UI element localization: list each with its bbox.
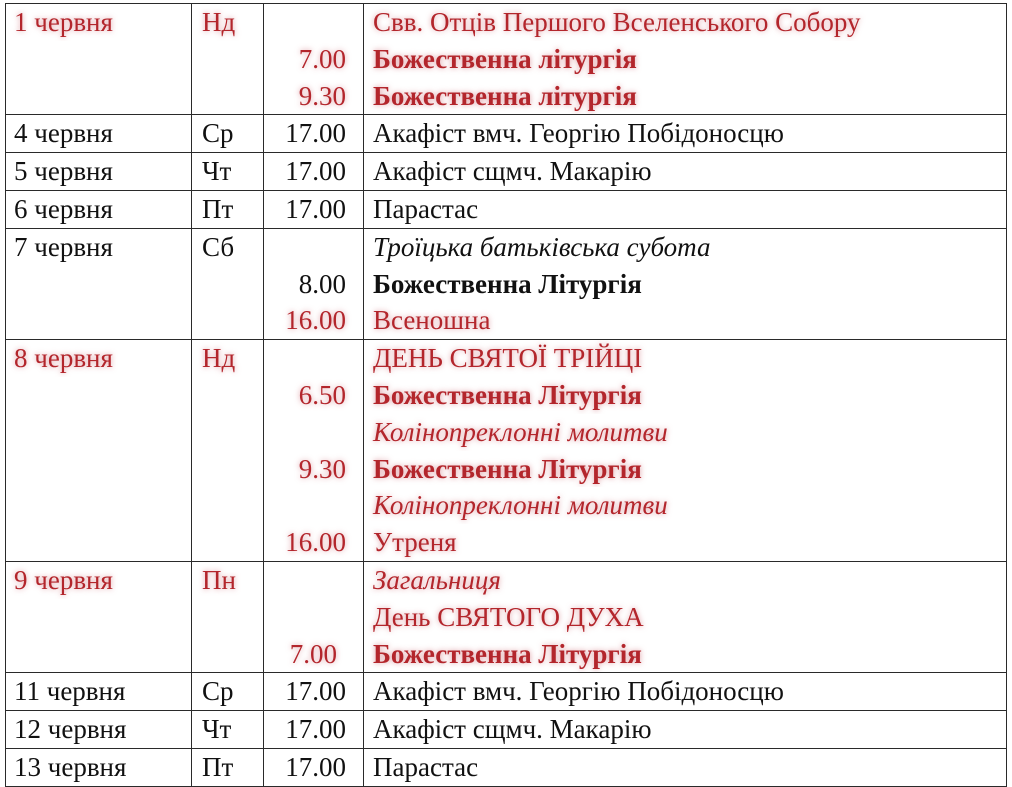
date-label: 13 червня xyxy=(14,751,127,782)
date-label: 11 червня xyxy=(14,676,126,707)
service-name: Всеношна xyxy=(373,305,491,336)
schedule-row xyxy=(6,190,1007,228)
time-cell xyxy=(264,190,364,228)
service-cell xyxy=(364,673,1007,711)
time-cell xyxy=(264,4,364,115)
date-cell xyxy=(6,340,192,562)
service-time xyxy=(264,599,363,636)
service-time: 8.00 xyxy=(298,268,346,299)
weekday-label: Нд xyxy=(202,7,236,37)
weekday-cell xyxy=(192,561,264,672)
date-label: 8 червня xyxy=(14,343,113,374)
date-label: 9 червня xyxy=(14,564,113,595)
service-name: Троїцька батьківська субота xyxy=(373,231,711,262)
service-name: ДЕНЬ СВЯТОЇ ТРІЙЦІ xyxy=(373,343,643,374)
date-cell xyxy=(6,673,192,711)
service-time xyxy=(264,562,363,599)
service-name: Божественна Літургія xyxy=(373,268,642,299)
weekday-cell xyxy=(192,4,264,115)
service-time xyxy=(264,229,363,266)
schedule-row xyxy=(6,340,1007,562)
schedule-row xyxy=(6,228,1007,339)
service-name: Свв. Отців Першого Вселенського Собору xyxy=(373,7,861,37)
service-name: Акафіст вмч. Георгію Побідоносцю xyxy=(373,118,784,149)
service-time: 17.00 xyxy=(285,193,346,224)
service-time: 6.50 xyxy=(298,379,346,410)
service-cell xyxy=(364,561,1007,672)
schedule-row xyxy=(6,4,1007,115)
service-time xyxy=(264,487,363,524)
service-time xyxy=(264,340,363,377)
weekday-label: Пт xyxy=(202,193,234,224)
weekday-label: Пт xyxy=(202,751,234,782)
weekday-cell xyxy=(192,153,264,191)
schedule-body xyxy=(6,4,1007,787)
service-name: Божественна Літургія xyxy=(373,379,642,410)
service-cell xyxy=(364,115,1007,153)
service-time: 17.00 xyxy=(285,156,346,187)
weekday-cell xyxy=(192,340,264,562)
time-cell xyxy=(264,153,364,191)
weekday-cell xyxy=(192,228,264,339)
weekday-label: Чт xyxy=(202,156,232,187)
service-name: Божественна Літургія xyxy=(373,638,642,669)
schedule-row xyxy=(6,561,1007,672)
service-name: Колінопреклонні молитви xyxy=(373,416,668,447)
service-time: 16.00 xyxy=(285,527,346,558)
service-cell xyxy=(364,4,1007,115)
service-name: Божественна Літургія xyxy=(373,453,642,484)
time-cell xyxy=(264,228,364,339)
date-label: 5 червня xyxy=(14,156,113,187)
service-name: Божественна літургія xyxy=(373,80,637,111)
service-time: 17.00 xyxy=(285,676,346,707)
schedule-row xyxy=(6,673,1007,711)
service-cell xyxy=(364,711,1007,749)
weekday-cell xyxy=(192,673,264,711)
date-label: 12 червня xyxy=(14,714,127,745)
weekday-label: Пн xyxy=(202,564,236,595)
date-cell xyxy=(6,4,192,115)
weekday-cell xyxy=(192,115,264,153)
service-name: Загальниця xyxy=(373,564,501,595)
weekday-label: Ср xyxy=(202,118,234,149)
service-cell xyxy=(364,340,1007,562)
service-name: Парастас xyxy=(373,751,479,782)
time-cell xyxy=(264,561,364,672)
schedule-row xyxy=(6,153,1007,191)
date-cell xyxy=(6,711,192,749)
service-name: Акафіст сщмч. Макарію xyxy=(373,714,652,745)
service-time xyxy=(264,414,363,451)
date-label: 6 червня xyxy=(14,193,113,224)
time-cell xyxy=(264,115,364,153)
time-cell xyxy=(264,711,364,749)
weekday-label: Сб xyxy=(202,231,235,262)
service-time: 9.30 xyxy=(298,453,346,484)
service-cell xyxy=(364,228,1007,339)
service-time: 16.00 xyxy=(285,305,346,336)
date-cell xyxy=(6,561,192,672)
time-cell xyxy=(264,340,364,562)
service-name: Божественна літургія xyxy=(373,43,637,74)
time-cell xyxy=(264,673,364,711)
date-cell xyxy=(6,115,192,153)
service-name: День СВЯТОГО ДУХА xyxy=(373,601,644,632)
service-time: 7.00 xyxy=(298,43,346,74)
weekday-label: Ср xyxy=(202,676,234,707)
service-name: Парастас xyxy=(373,193,479,224)
date-label: 1 червня xyxy=(14,7,113,37)
weekday-cell xyxy=(192,190,264,228)
weekday-cell xyxy=(192,711,264,749)
service-time: 17.00 xyxy=(285,118,346,149)
service-time: 9.30 xyxy=(298,80,346,111)
weekday-label: Нд xyxy=(202,343,236,374)
service-cell xyxy=(364,190,1007,228)
service-time xyxy=(264,4,363,41)
date-cell xyxy=(6,153,192,191)
service-cell xyxy=(364,153,1007,191)
date-label: 7 червня xyxy=(14,231,113,262)
date-cell xyxy=(6,228,192,339)
service-time: 17.00 xyxy=(285,714,346,745)
schedule-row xyxy=(6,711,1007,749)
service-time: 7.00 xyxy=(289,638,337,669)
date-cell xyxy=(6,190,192,228)
date-label: 4 червня xyxy=(14,118,113,149)
weekday-label: Чт xyxy=(202,714,232,745)
service-name: Колінопреклонні молитви xyxy=(373,490,668,521)
service-name: Утреня xyxy=(373,527,457,558)
service-name: Акафіст сщмч. Макарію xyxy=(373,156,652,187)
service-name: Акафіст вмч. Георгію Побідоносцю xyxy=(373,676,784,707)
schedule-table xyxy=(5,3,1007,787)
schedule-row xyxy=(6,115,1007,153)
service-time: 17.00 xyxy=(285,751,346,782)
